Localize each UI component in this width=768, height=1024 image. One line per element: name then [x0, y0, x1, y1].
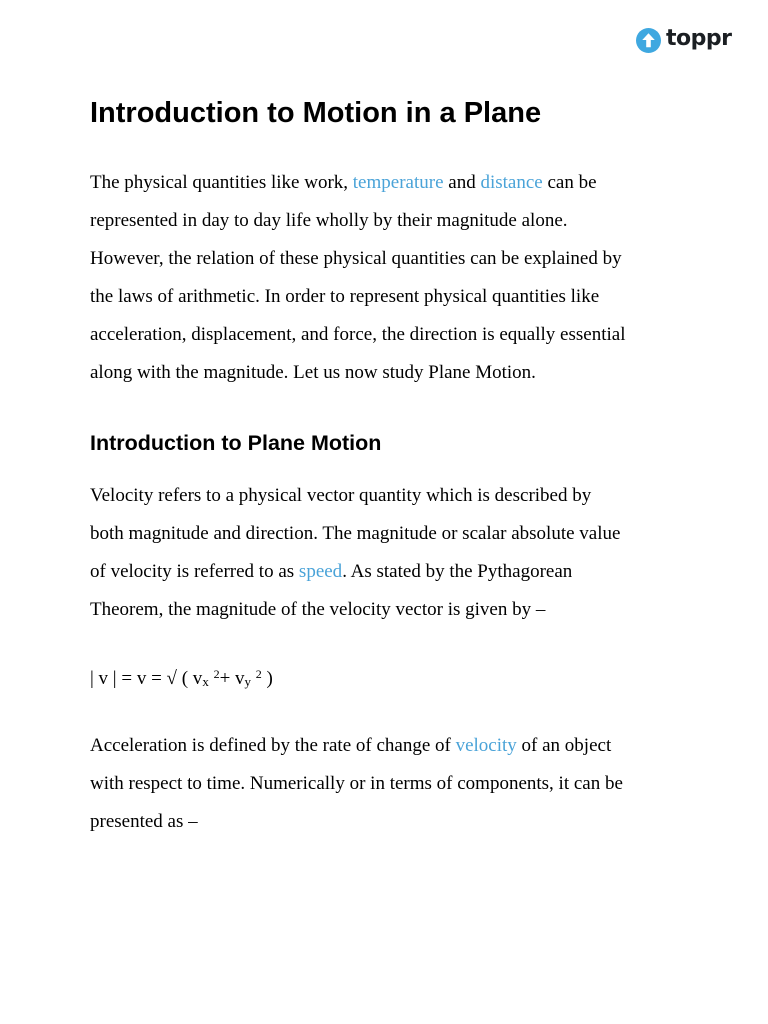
paragraph-line: along with the magnitude. Let us now study Plane Motion. [90, 362, 536, 383]
link-velocity[interactable]: velocity [455, 735, 517, 756]
up-arrow-circle-icon [636, 28, 661, 53]
velocity-paragraph [90, 477, 690, 629]
brand-name: toppr [666, 26, 732, 51]
link-temperature[interactable]: temperature [352, 172, 444, 193]
paragraph-line: represented in day to day life wholly by their magnitude alone. [90, 210, 568, 231]
paragraph-line: presented as – [90, 811, 198, 832]
paragraph-line: However, the relation of these physical quantities can be explained by [90, 248, 622, 269]
velocity-magnitude-formula: | v | = v = √ ( vx $^2$+ vy $^2$ ) [90, 667, 273, 689]
paragraph-line: with respect to time. Numerically or in terms of components, it can be [90, 773, 623, 794]
paragraph-line: both magnitude and direction. The magnitude or scalar absolute value [90, 523, 621, 544]
toppr-logo[interactable] [636, 26, 731, 54]
link-speed[interactable]: speed [298, 561, 343, 582]
paragraph-line: Acceleration is defined by the rate of change of velocity of an object [90, 735, 612, 756]
section-heading: Introduction to Plane Motion [90, 431, 382, 455]
paragraph-line: acceleration, displacement, and force, the direction is equally essential [90, 324, 626, 345]
paragraph-line: Velocity refers to a physical vector quantity which is described by [90, 485, 592, 506]
paragraph-line: the laws of arithmetic. In order to represent physical quantities like [90, 286, 600, 307]
paragraph-line: Theorem, the magnitude of the velocity vector is given by – [90, 599, 546, 620]
link-distance[interactable]: distance [480, 172, 543, 193]
acceleration-paragraph [90, 727, 690, 841]
page-title: Introduction to Motion in a Plane [90, 97, 542, 129]
intro-paragraph [90, 164, 690, 392]
paragraph-line: of velocity is referred to as speed. As stated by the Pythagorean [90, 561, 573, 582]
paragraph-line: The physical quantities like work, temperature and distance can be [90, 172, 597, 193]
